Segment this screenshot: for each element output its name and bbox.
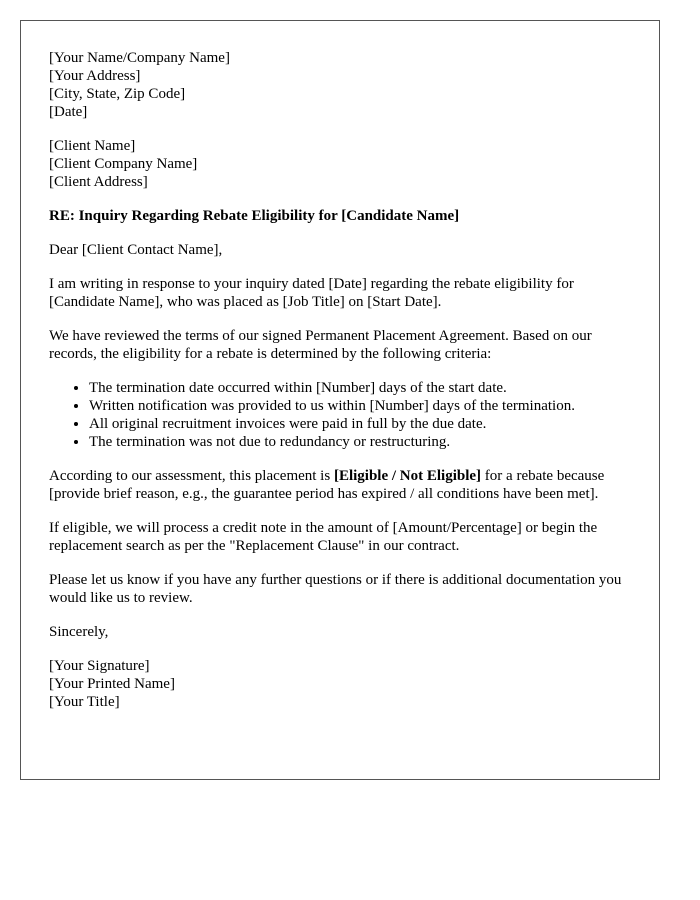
assessment-text-before: According to our assessment, this placement is	[49, 468, 334, 484]
closing-request-paragraph: Please let us know if you have any further questions or if there is additional documentation you would like us to review.	[49, 572, 622, 606]
printed-name: [Your Printed Name]	[49, 676, 175, 692]
salutation: Dear [Client Contact Name],	[49, 242, 223, 258]
recipient-block	[49, 137, 631, 191]
signer-title: [Your Title]	[49, 694, 120, 710]
signature-block	[49, 657, 631, 711]
eligibility-status: [Eligible / Not Eligible]	[333, 468, 482, 484]
letter-date: [Date]	[49, 104, 88, 120]
sender-city-state-zip: [City, State, Zip Code]	[49, 86, 186, 102]
sender-address: [Your Address]	[49, 68, 141, 84]
recipient-address: [Client Address]	[49, 174, 148, 190]
list-item: • The termination date occurred within [Number] days of the start date.	[89, 379, 631, 397]
signature: [Your Signature]	[49, 658, 150, 674]
intro-paragraph: I am writing in response to your inquiry dated [Date] regarding the rebate eligibility for [Candidate Name], who was placed as [Job Title] on [Start Date].	[49, 276, 574, 310]
letter-page	[20, 20, 660, 780]
list-item: • All original recruitment invoices were paid in full by the due date.	[89, 415, 631, 433]
list-item: • Written notification was provided to us within [Number] days of the termination.	[89, 397, 631, 415]
list-item: • The termination was not due to redundancy or restructuring.	[89, 433, 631, 451]
recipient-company: [Client Company Name]	[49, 156, 198, 172]
assessment-paragraph	[49, 467, 631, 503]
recipient-name: [Client Name]	[49, 138, 136, 154]
review-paragraph: We have reviewed the terms of our signed Permanent Placement Agreement. Based on our records, the eligibility for a rebate is determined by the following criteria:	[49, 328, 592, 362]
criteria-list	[49, 379, 631, 451]
sender-name: [Your Name/Company Name]	[49, 50, 230, 66]
credit-paragraph: If eligible, we will process a credit note in the amount of [Amount/Percentage] or begin the replacement search as per the "Replacement Clause" in our contract.	[49, 520, 598, 554]
sender-block	[49, 49, 631, 121]
subject-line: RE: Inquiry Regarding Rebate Eligibility for [Candidate Name]	[49, 208, 460, 224]
closing: Sincerely,	[49, 624, 109, 640]
assessment-text-after: for a rebate because [provide brief reason, e.g., the guarantee period has expired / all conditions have been met].	[49, 468, 605, 502]
